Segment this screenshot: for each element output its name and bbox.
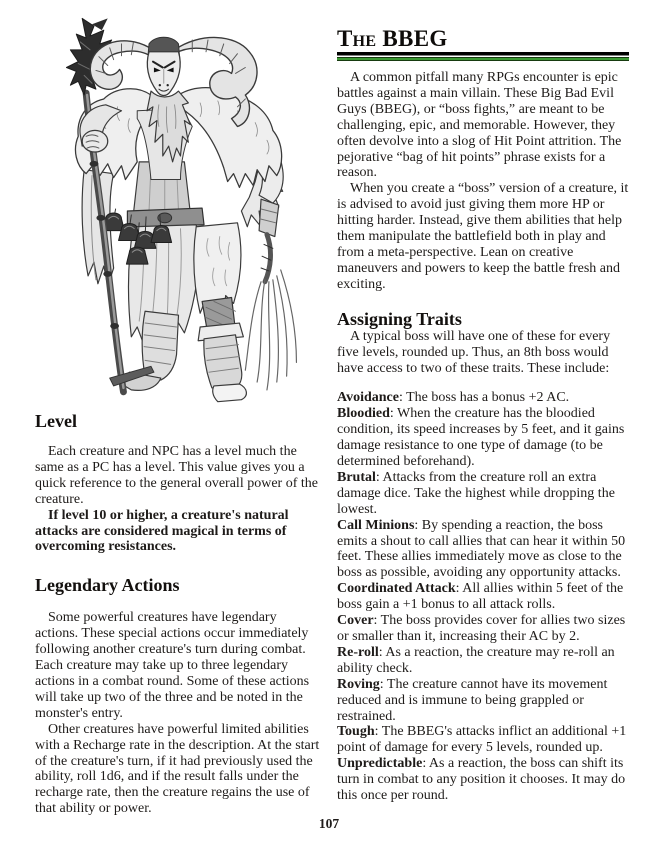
trait-name: Unpredictable (337, 756, 423, 772)
level-bold-note: If level 10 or higher, a creature's natural attacks are considered magical in terms of overcoming resistances. (35, 507, 289, 555)
legendary-actions-heading: Legendary Actions (35, 575, 180, 596)
bbeg-paragraph-1: A common pitfall many RPGs encounter is epic battles against a main villain. These Big Bad Evil Guys (BBEG), or “boss fights,” are meant to be challenging, epic, and memorable. However, they often devolve into a slog of Hit Point attrition. The pejorative “bag of hit points” phrase exists for a reason. (337, 70, 622, 181)
trait-item (337, 677, 629, 725)
trait-text: : All allies within 5 feet of the boss gain a +1 bonus to all attack rolls. (337, 581, 624, 613)
page-footer (0, 815, 658, 833)
horned-shaman-illustration (35, 15, 322, 407)
legendary-paragraph-2: Other creatures have powerful limited abilities with a Recharge rate in the description. At the start of the creature's turn, if it had previously used the ability, roll 1d6, and if the result falls under the recharge rate, then the creature regains the use of that ability or power. (35, 721, 320, 817)
trait-text: : The boss provides cover for allies two sizes or smaller than it, increasing their AC by 2. (337, 613, 626, 644)
section-legendary-actions (35, 575, 322, 817)
traits-list (337, 390, 629, 804)
title-rule (337, 52, 629, 61)
trait-text: : Attacks from the creature roll an extra damage dice. Take the highest while dropping the lowest. (337, 469, 615, 517)
right-column (337, 28, 629, 804)
level-heading: Level (35, 411, 77, 431)
trait-item (337, 613, 629, 645)
trait-item (337, 518, 629, 582)
left-column (35, 15, 322, 817)
page-title: The BBEG (337, 26, 448, 51)
section-assigning-traits (337, 309, 629, 804)
horned-shaman-drawing (35, 15, 322, 407)
trait-name: Roving (337, 676, 380, 692)
trait-name: Cover (337, 613, 374, 629)
trait-text: : As a reaction, the boss can shift its turn in combat to any position it chooses. It may do this once per round. (337, 756, 626, 804)
trait-name: Avoidance (337, 390, 399, 406)
trait-name: Call Minions (337, 517, 415, 533)
trait-item (337, 406, 629, 470)
trait-item (337, 390, 629, 406)
trait-name: Brutal (337, 469, 376, 485)
trait-name: Tough (337, 724, 375, 740)
section-level (35, 411, 322, 555)
trait-item (337, 581, 629, 613)
trait-name: Coordinated Attack (337, 581, 456, 597)
trait-name: Re-roll (337, 644, 379, 660)
trait-text: : By spending a reaction, the boss emits a shout to call allies that can hear it within 50 feet. These allies immediately move as close to the boss as possible, avoiding any opportunity attacks. (337, 517, 626, 581)
level-paragraph: Each creature and NPC has a level much the same as a PC has a level. This value gives you a quick reference to the general overall power of the creature. (35, 444, 318, 507)
trait-item (337, 470, 629, 518)
trait-name: Bloodied (337, 406, 390, 422)
trait-text: : The BBEG's attacks inflict an additional +1 point of damage for every 5 levels, rounded up. (337, 724, 627, 756)
trait-text: : The boss has a bonus +2 AC. (398, 390, 570, 406)
bbeg-paragraph-2: When you create a “boss” version of a creature, it is advised to avoid just giving them more HP or hitting harder. Instead, give them abilities that help them manipulate the battlefield both in play and from a meta-perspective. Lean on creative maneuvers and powers to keep the battle fresh and exciting. (337, 181, 629, 292)
legendary-paragraph-1: Some powerful creatures have legendary actions. These special actions occur immediately following another creature's turn during combat. Each creature may take up to three legendary actions in a combat round. Some of these actions will take up two of the three and be noted in the monster's entry. (35, 610, 310, 721)
assigning-traits-intro: A typical boss will have one of these for every five levels, rounded up. Thus, an 8th boss would have access to two of these traits. These include: (337, 328, 611, 376)
trait-item (337, 724, 629, 756)
chapter-header (337, 28, 629, 61)
assigning-traits-heading: Assigning Traits (337, 308, 462, 329)
page-number: 107 (318, 816, 340, 831)
trait-text: : The creature cannot have its movement reduced and is immune to being grappled or restrained. (337, 676, 608, 724)
trait-text: : When the creature has the bloodied condition, its speed increases by 5 feet, and it gains damage resistance to one type of damage (to be determined beforehand). (337, 406, 625, 470)
trait-item (337, 645, 629, 677)
trait-item (337, 756, 629, 804)
trait-text: : As a reaction, the creature may re-roll an ability check. (337, 644, 615, 676)
